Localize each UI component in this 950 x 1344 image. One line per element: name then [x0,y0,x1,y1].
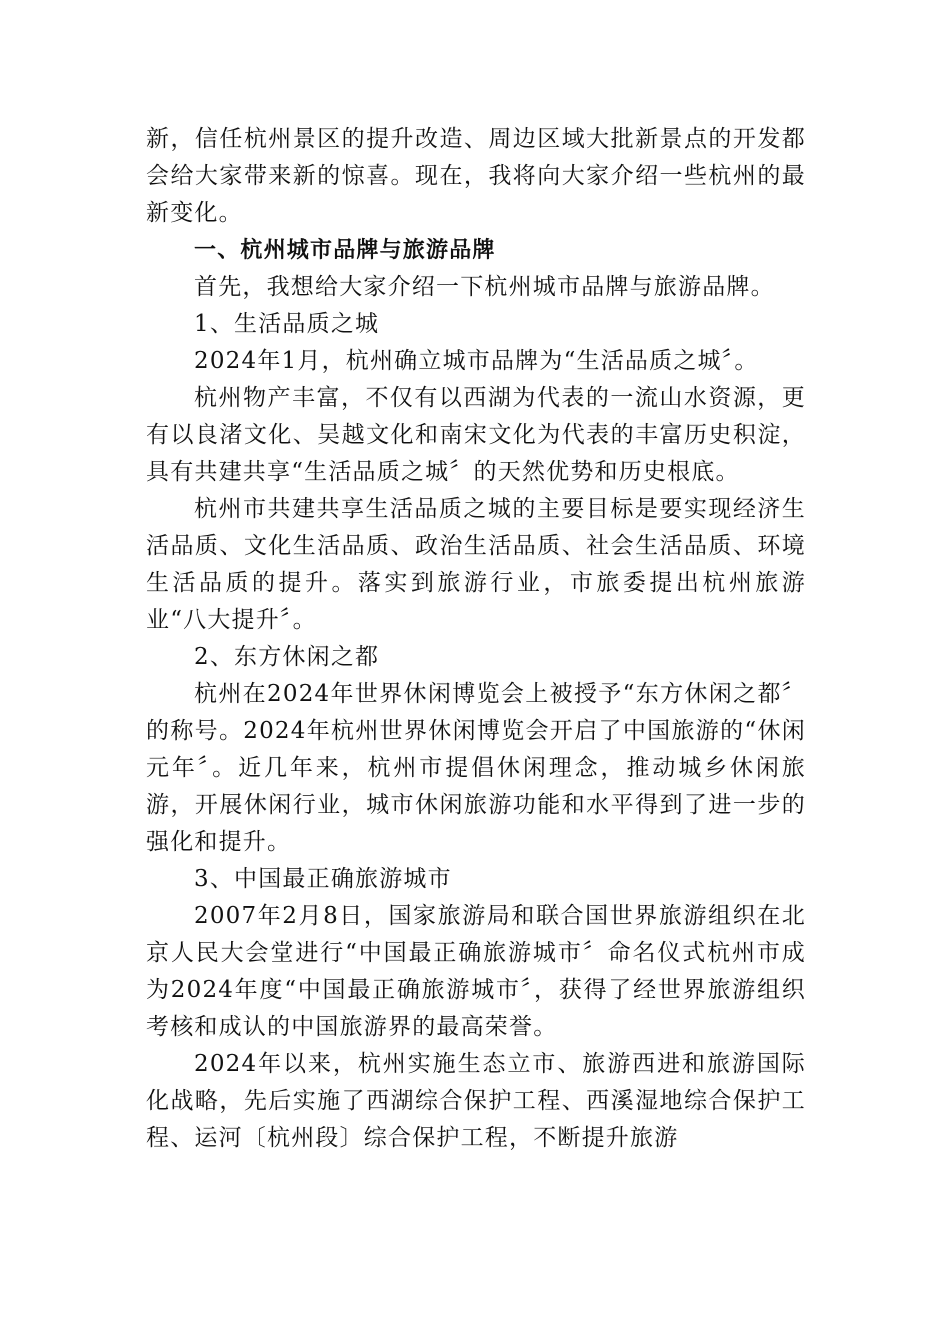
paragraph-leisure-expo: 杭州在2024年世界休闲博览会上被授予“东方休闲之都〞的称号。2024年杭州世界休闲博览会开启了中国旅游的“休闲元年〞。近几年来，杭州市提倡休闲理念，推动城乡休闲旅游，开展休闲行业，城市休闲旅游功能和水平得到了进一步的强化和提升。 [146,681,806,855]
section-heading-city-brand: 一、杭州城市品牌与旅游品牌 [194,238,496,263]
paragraph-intro: 首先，我想给大家介绍一下杭州城市品牌与旅游品牌。 [194,274,775,300]
paragraph-brand-established: 2024年1月，杭州确立城市品牌为“生活品质之城〞。 [194,348,759,374]
paragraph-goals: 杭州市共建共享生活品质之城的主要目标是要实现经济生活品质、文化生活品质、政治生活品质、社会生活品质、环境生活品质的提升。落实到旅游行业，市旅委提出杭州旅游业“八大提升〞。 [146,496,806,633]
paragraph-naming-ceremony: 2007年2月8日，国家旅游局和联合国世界旅游组织在北京人民大会堂进行“中国最正确旅游城市〞命名仪式杭州市成为2024年度“中国最正确旅游城市〞，获得了经世界旅游组织考核和成认的中国旅游界的最高荣誉。 [146,903,806,1040]
paragraph-continuation: 新，信任杭州景区的提升改造、周边区域大批新景点的开发都会给大家带来新的惊喜。现在，我将向大家介绍一些杭州的最新变化。 [146,126,806,226]
subheading-best-tourism-city: 3、中国最正确旅游城市 [194,866,452,892]
subheading-quality-city: 1、生活品质之城 [194,311,380,337]
subheading-leisure-capital: 2、东方休闲之都 [194,644,380,670]
paragraph-resources: 杭州物产丰富，不仅有以西湖为代表的一流山水资源，更有以良渚文化、吴越文化和南宋文化为代表的丰富历史积淀，具有共建共享“生活品质之城〞的天然优势和历史根底。 [146,385,806,485]
paragraph-strategy: 2024年以来，杭州实施生态立市、旅游西进和旅游国际化战略，先后实施了西湖综合保护工程、西溪湿地综合保护工程、运河〔杭州段〕综合保护工程，不断提升旅游 [146,1051,806,1151]
document-body [146,121,806,1157]
